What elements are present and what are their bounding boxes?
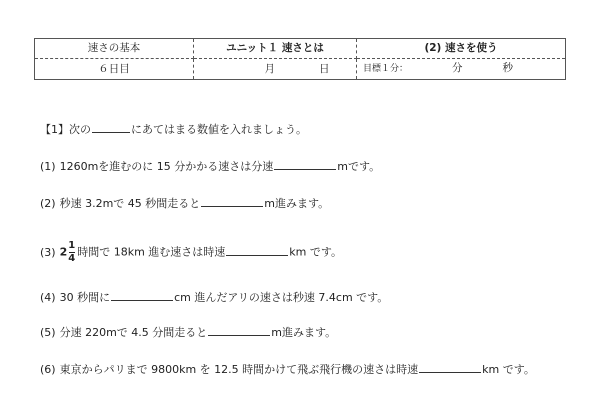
- answer-blank[interactable]: [201, 195, 263, 207]
- second-label: 秒: [502, 62, 513, 74]
- question-unit: m進みます。: [271, 326, 337, 339]
- lesson-cell: (2) 速さを使う: [356, 39, 565, 59]
- fraction: [68, 241, 75, 264]
- question-1: [40, 158, 380, 174]
- question-4: [40, 289, 388, 305]
- question-text: 30 秒間に: [59, 291, 111, 304]
- question-text: 時間で 18km 進む速さは時速: [77, 245, 226, 259]
- question-number: (2): [40, 197, 56, 210]
- question-text: 秒速 3.2mで 45 秒間走ると: [59, 197, 201, 210]
- answer-blank[interactable]: [226, 244, 288, 256]
- question-unit: mです。: [337, 160, 381, 173]
- question-5: [40, 324, 336, 340]
- question-2: [40, 195, 329, 211]
- unit-cell: ユニット１ 速さとは: [193, 39, 356, 59]
- question-number: (5): [40, 326, 56, 339]
- answer-blank[interactable]: [274, 158, 336, 170]
- question-text: 分速 220mで 4.5 分間走ると: [59, 326, 208, 339]
- question-6: [40, 361, 535, 377]
- minute-label: 分: [451, 62, 463, 74]
- question-text: 東京からパリまで 9800km を 12.5 時間かけて飛ぶ飛行機の速さは時速: [59, 363, 419, 376]
- question-unit: km です。: [482, 363, 535, 376]
- question-3: [40, 241, 342, 264]
- fraction-numerator: 1: [68, 240, 76, 251]
- question-unit: cm 進んだアリの速さは秒速 7.4cm です。: [174, 291, 389, 304]
- date-cell[interactable]: [193, 59, 356, 80]
- question-text: 1260mを進むのに 15 分かかる速さは分速: [59, 160, 274, 173]
- instruction-suffix: にあてはまる数値を入れましょう。: [131, 123, 307, 136]
- goal-time-cell[interactable]: [356, 59, 565, 80]
- example-blank: [92, 121, 130, 133]
- goal-label: 目標１分：: [362, 64, 408, 74]
- header-table: [34, 38, 566, 80]
- instruction: [40, 121, 307, 137]
- question-unit: m進みます。: [264, 197, 330, 210]
- day-cell: ６日目: [35, 59, 194, 80]
- topic-cell: 速さの基本: [35, 39, 194, 59]
- fraction-denominator: 4: [68, 253, 76, 264]
- question-unit: km です。: [289, 245, 342, 259]
- question-number: (1): [40, 160, 56, 173]
- day-label: 日: [318, 62, 330, 75]
- question-number: (3): [40, 245, 56, 259]
- mixed-number-whole: 2: [59, 245, 68, 259]
- instruction-prefix: 【1】次の: [40, 123, 91, 136]
- question-number: (4): [40, 291, 56, 304]
- answer-blank[interactable]: [208, 324, 270, 336]
- answer-blank[interactable]: [111, 289, 173, 301]
- answer-blank[interactable]: [419, 361, 481, 373]
- month-label: 月: [264, 62, 275, 75]
- question-number: (6): [40, 363, 56, 376]
